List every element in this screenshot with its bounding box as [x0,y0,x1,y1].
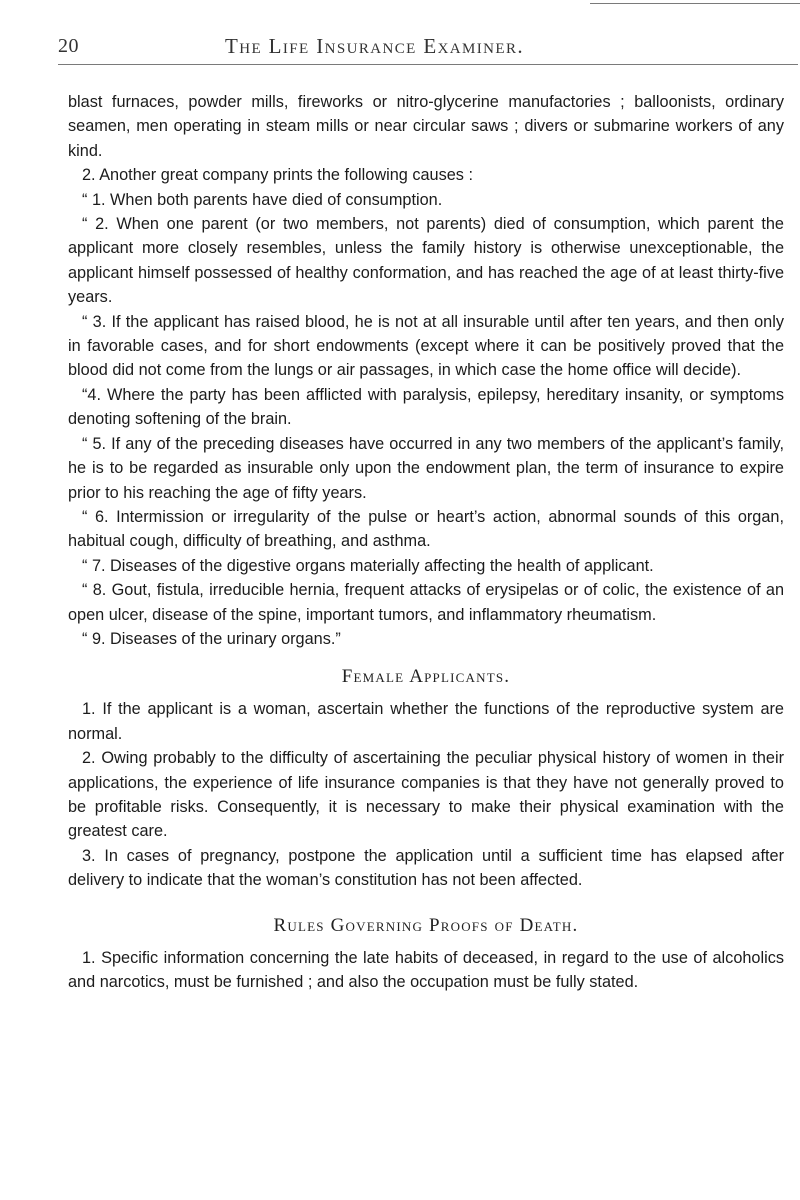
page-body [68,90,784,994]
running-head: The Life Insurance Examiner. [225,34,525,58]
cause-item-1: “ 1. When both parents have died of consumption. [82,190,443,209]
top-edge-rule [590,3,800,4]
female-paragraph-2: 2. Owing probably to the difficulty of ascertaining the peculiar physical history of women in their applications, the experience of life insurance companies is that they have not generally proved to be profitable risks. Consequently, it is necessary to make their physical examination with the greatest care. [68,749,784,841]
causes-intro-paragraph: 2. Another great company prints the following causes : [82,166,473,185]
proofs-of-death-heading: Rules Governing Proofs of Death. [273,914,579,936]
cause-item-3: “ 3. If the applicant has raised blood, he is not at all insurable until after ten years, and then only in favorable cases, and for short endowments (except where it can be positively proved that the blood did not come from the lungs or air passages, in which case the home office will decide). [68,312,784,380]
cause-item-7: “ 7. Diseases of the digestive organs materially affecting the health of applicant. [82,556,654,575]
page-header [0,33,800,63]
header-rule [58,64,798,65]
page-number: 20 [58,35,79,57]
cause-item-6: “ 6. Intermission or irregularity of the pulse or heart’s action, abnormal sounds of this organ, habitual cough, difficulty of breathing, and asthma. [68,507,784,551]
cause-item-8: “ 8. Gout, fistula, irreducible hernia, frequent attacks of erysipelas or of colic, the existence of an open ulcer, disease of the spine, important tumors, and inflammatory rheumatism. [68,581,784,624]
female-paragraph-3: 3. In cases of pregnancy, postpone the application until a sufficient time has elapsed after delivery to indicate that the woman’s constitution has not been affected. [68,846,784,890]
cause-item-4: “4. Where the party has been afflicted with paralysis, epilepsy, hereditary insanity, or symptoms denoting softening of the brain. [68,385,784,429]
female-paragraph-1: 1. If the applicant is a woman, ascertain whether the functions of the reproductive system are normal. [68,700,784,743]
cause-item-2: “ 2. When one parent (or two members, not parents) died of consumption, which parent the applicant more closely resembles, unless the family history is otherwise unexceptionable, the applicant himself possessed of healthy conformation, and has reached the age of at least thirty-five years. [68,215,784,307]
cause-item-5: “ 5. If any of the preceding diseases have occurred in any two members of the applicant’s family, he is to be regarded as insurable only upon the endowment plan, the term of insurance to expire prior to his reaching the age of fifty years. [68,434,784,502]
proofs-paragraph-1: 1. Specific information concerning the late habits of deceased, in regard to the use of alcoholics and narcotics, must be furnished ; and also the occupation must be fully stated. [68,948,784,991]
continuation-paragraph: blast furnaces, powder mills, fireworks or nitro-glycerine manufactories ; balloonists, ordinary seamen, men operating in steam mills or near circular saws ; divers or submarine workers of any kind. [68,93,784,160]
cause-item-9: “ 9. Diseases of the urinary organs.” [82,629,341,648]
female-applicants-heading: Female Applicants. [341,666,511,688]
